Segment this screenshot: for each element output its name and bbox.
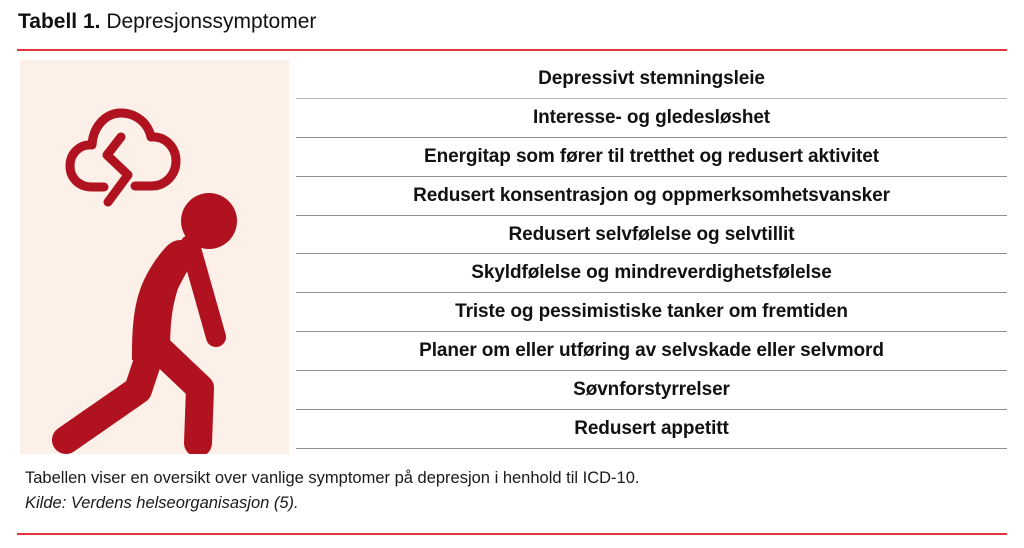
illustration-panel [20, 60, 289, 454]
top-divider [17, 49, 1007, 51]
table-row: Redusert appetitt [296, 410, 1007, 449]
table-caption [25, 466, 639, 516]
tired-person-icon [66, 193, 237, 443]
table-title [18, 9, 316, 35]
table-row: Depressivt stemningsleie [296, 60, 1007, 99]
table-number: Tabell 1. [18, 10, 101, 33]
table-row: Energitap som fører til tretthet og redusert aktivitet [296, 138, 1007, 177]
storm-cloud-icon [70, 113, 176, 202]
caption-source: Kilde: Verdens helseorganisasjon (5). [25, 494, 299, 512]
table-heading: Depresjonssymptomer [106, 10, 317, 33]
depressed-person-illustration [20, 60, 289, 454]
table-row: Planer om eller utføring av selvskade eller selvmord [296, 332, 1007, 371]
caption-text: Tabellen viser en oversikt over vanlige symptomer på depresjon i henhold til ICD-10. [25, 469, 640, 487]
table-row: Søvnforstyrrelser [296, 371, 1007, 410]
bottom-divider [17, 533, 1007, 535]
table-row: Redusert selvfølelse og selvtillit [296, 216, 1007, 255]
symptoms-table [296, 60, 1007, 449]
table-row: Triste og pessimistiske tanker om fremtiden [296, 293, 1007, 332]
table-row: Skyldfølelse og mindreverdighetsfølelse [296, 254, 1007, 293]
table-row: Interesse- og gledesløshet [296, 99, 1007, 138]
table-row: Redusert konsentrasjon og oppmerksomhetsvansker [296, 177, 1007, 216]
